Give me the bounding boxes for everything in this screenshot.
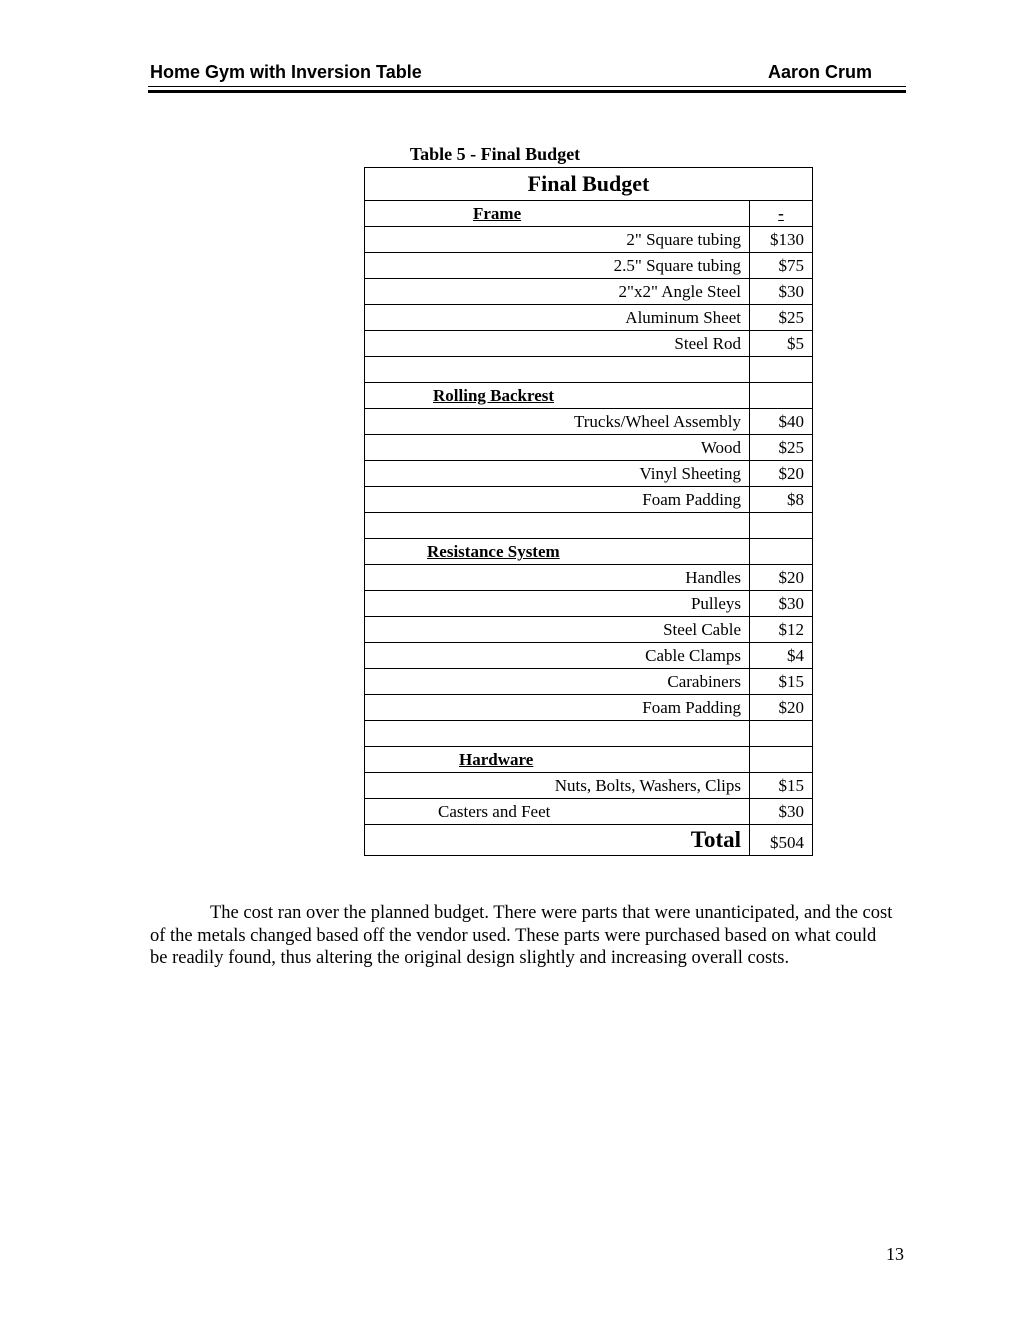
item-label: Foam Padding — [365, 487, 750, 513]
table-row — [365, 435, 813, 461]
item-label: Pulleys — [365, 591, 750, 617]
spacer-row — [365, 513, 813, 539]
table-row — [365, 695, 813, 721]
item-amount: $30 — [750, 591, 813, 617]
table-caption: Table 5 - Final Budget — [409, 144, 581, 164]
item-amount: $8 — [750, 487, 813, 513]
item-amount: $130 — [750, 227, 813, 253]
section-frame-amount: - — [750, 201, 813, 227]
page-header — [148, 60, 906, 94]
section-hardware-label: Hardware — [365, 747, 750, 773]
document-title: Home Gym with Inversion Table — [150, 62, 422, 82]
section-rolling-backrest-label: Rolling Backrest — [365, 383, 750, 409]
section-header-row — [365, 747, 813, 773]
body-paragraph: The cost ran over the planned budget. There were parts that were unanticipated, and the cost of the metals changed based off the vendor used. These parts were purchased based on what could be readily found, thus altering the original design slightly and increasing overall costs. — [150, 903, 893, 968]
item-label: Foam Padding — [365, 695, 750, 721]
table-row — [365, 799, 813, 825]
item-label: Wood — [365, 435, 750, 461]
table-title: Final Budget — [365, 168, 813, 201]
table-row — [365, 279, 813, 305]
spacer-row — [365, 357, 813, 383]
item-label: Trucks/Wheel Assembly — [365, 409, 750, 435]
item-label: 2"x2" Angle Steel — [365, 279, 750, 305]
item-label: Nuts, Bolts, Washers, Clips — [365, 773, 750, 799]
item-label: Steel Cable — [365, 617, 750, 643]
section-resistance-system-label: Resistance System — [365, 539, 750, 565]
item-amount: $25 — [750, 435, 813, 461]
header-rule-thin — [148, 86, 906, 87]
item-label: Carabiners — [365, 669, 750, 695]
table-row — [365, 305, 813, 331]
item-amount: $20 — [750, 461, 813, 487]
item-amount: $5 — [750, 331, 813, 357]
table-title-row — [365, 168, 813, 201]
item-label: 2" Square tubing — [365, 227, 750, 253]
section-header-row — [365, 539, 813, 565]
page-number: 13 — [886, 1244, 904, 1264]
section-header-row — [365, 383, 813, 409]
table-row — [365, 565, 813, 591]
section-frame-label: Frame — [365, 201, 750, 227]
item-label: Casters and Feet — [365, 799, 750, 825]
item-amount: $75 — [750, 253, 813, 279]
item-amount: $12 — [750, 617, 813, 643]
item-label: Steel Rod — [365, 331, 750, 357]
item-amount: $40 — [750, 409, 813, 435]
item-amount: $4 — [750, 643, 813, 669]
total-row — [365, 825, 813, 856]
table-row — [365, 669, 813, 695]
item-amount: $20 — [750, 565, 813, 591]
table-row — [365, 487, 813, 513]
total-amount: $504 — [750, 825, 813, 856]
table-row — [365, 617, 813, 643]
table-row — [365, 591, 813, 617]
table-row — [365, 461, 813, 487]
section-header-row — [365, 201, 813, 227]
item-amount: $15 — [750, 669, 813, 695]
item-amount: $20 — [750, 695, 813, 721]
final-budget-table — [364, 167, 813, 856]
author-name: Aaron Crum — [767, 62, 872, 82]
item-label: Vinyl Sheeting — [365, 461, 750, 487]
table-row — [365, 253, 813, 279]
item-label: 2.5" Square tubing — [365, 253, 750, 279]
item-label: Aluminum Sheet — [365, 305, 750, 331]
item-amount: $30 — [750, 799, 813, 825]
table-row — [365, 227, 813, 253]
total-label: Total — [365, 825, 750, 856]
item-label: Handles — [365, 565, 750, 591]
table-row — [365, 773, 813, 799]
spacer-row — [365, 721, 813, 747]
item-amount: $25 — [750, 305, 813, 331]
table-row — [365, 409, 813, 435]
item-amount: $15 — [750, 773, 813, 799]
item-label: Cable Clamps — [365, 643, 750, 669]
header-rule-thick — [148, 90, 906, 93]
item-amount: $30 — [750, 279, 813, 305]
table-row — [365, 643, 813, 669]
table-row — [365, 331, 813, 357]
